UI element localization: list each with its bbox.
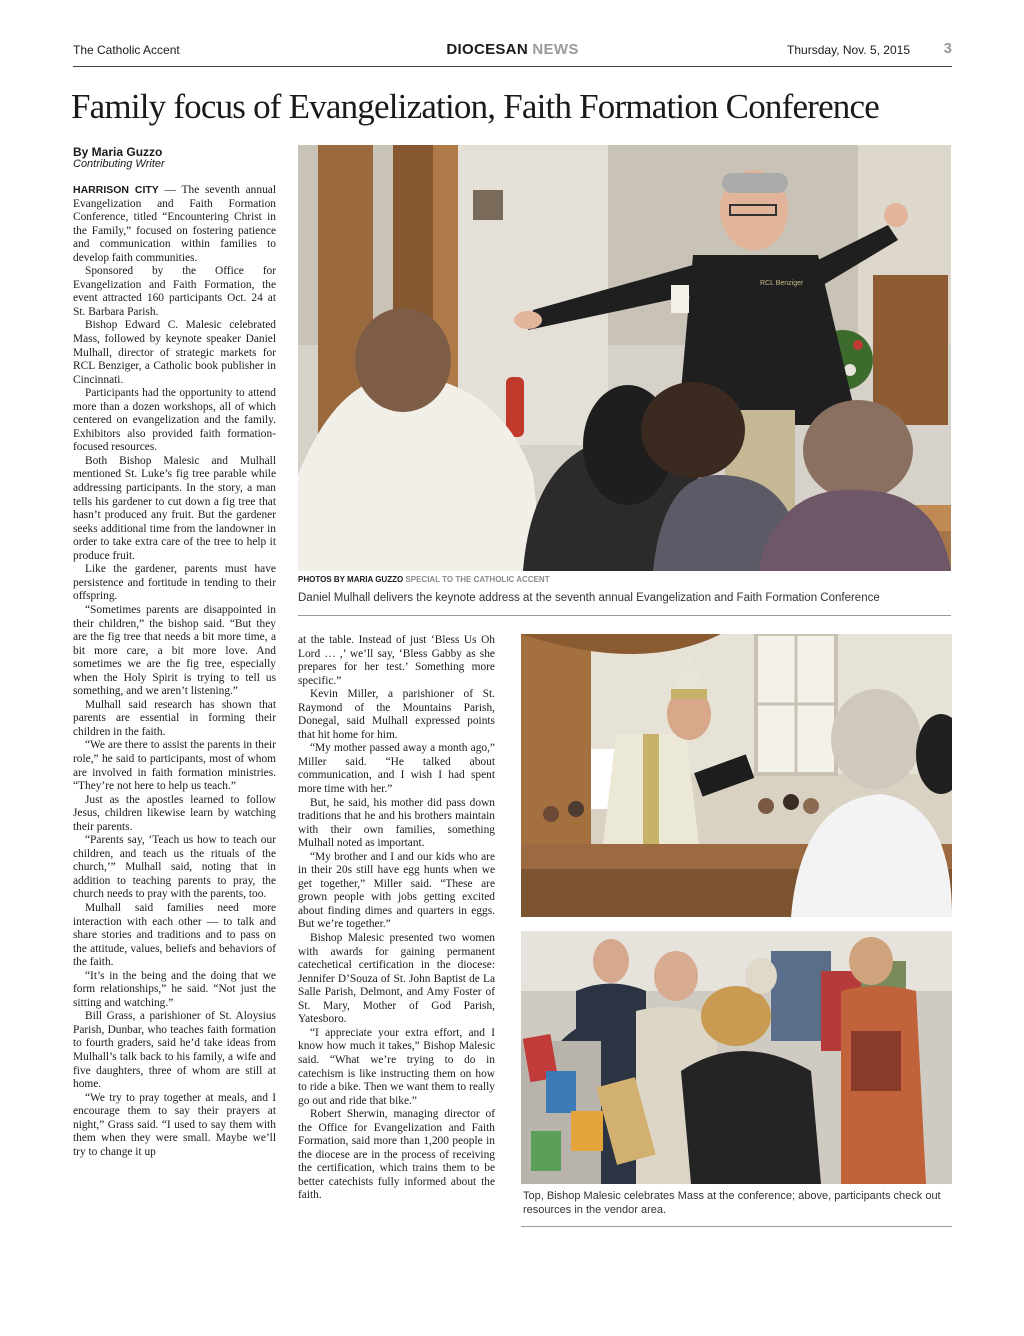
byline-role: Contributing Writer: [73, 158, 165, 170]
paragraph: Bishop Malesic presented two women with awards for gaining permanent catechetical certification in the diocese: Jennifer D’Souza of St. John Baptist de La Salle Parish, Delmont, and Amy Foster of St. Mary, Mother of God Parish, Yatesboro.: [298, 932, 495, 1026]
paragraph: Kevin Miller, a parishioner of St. Raymond of the Mountains Parish, Donegal, said Mulhall expressed points that hit home for him.: [298, 688, 495, 741]
article-headline: Family focus of Evangelization, Faith Formation Conference: [71, 87, 879, 126]
keynote-caption: Daniel Mulhall delivers the keynote address at the seventh annual Evangelization and Faith Formation Conference: [298, 592, 880, 604]
paragraph: “We try to pray together at meals, and I encourage them to say their prayers at night,” Grass said. “I used to say them with them when they were small. Maybe we’ll try to change it up: [73, 1091, 276, 1158]
paragraph: But, he said, his mother did pass down traditions that he and his brothers maintain with their own families, something Mulhall noted as important.: [298, 796, 495, 850]
paragraph: “My mother passed away a month ago,” Miller said. “He talked about communication, and I wish I had spent more time with her.”: [298, 742, 495, 796]
mass-photo: [521, 634, 952, 917]
paragraph: “I appreciate your extra effort, and I know how much it takes,” Bishop Malesic said. “What we’re trying to do in catechism is like instructing them on how to ride a bike. Then we want them to really go out and ride that bike.”: [298, 1026, 495, 1107]
page-header: [73, 40, 952, 67]
keynote-photo-illustration: [298, 145, 951, 571]
caption-divider: [298, 615, 951, 616]
secondary-caption-divider: [521, 1226, 952, 1227]
vendor-area-photo: [521, 931, 952, 1184]
photo-credit: [298, 575, 550, 584]
paragraph: Bishop Edward C. Malesic celebrated Mass, followed by keynote speaker Daniel Mulhall, director of strategic markets for RCL Benziger, a Catholic book publisher in Cincinnati.: [73, 319, 276, 386]
article-column-1: [73, 184, 276, 1159]
photo-credit-org: SPECIAL TO THE CATHOLIC ACCENT: [403, 575, 550, 584]
paragraph: at the table. Instead of just ‘Bless Us Oh Lord … ,’ we’ll say, ‘Bless Gabby as she prepares for her test.’ Something more specific.”: [298, 634, 495, 687]
lead-paragraph: [73, 184, 276, 265]
paragraph: “My brother and I and our kids who are in their 20s still have egg hunts when we get together,” Miller said. “These are grown people with jobs getting excited about finding dimes and quarters in eggs. But we’re together.”: [298, 850, 495, 931]
byline: By Maria Guzzo: [73, 145, 163, 159]
paragraph: Participants had the opportunity to attend more than a dozen workshops, all of which centered on evangelization and the family. Exhibitors also provided faith formation-focused resources.: [73, 387, 276, 454]
issue-date: Thursday, Nov. 5, 2015: [787, 43, 910, 57]
dateline: HARRISON CITY: [73, 184, 159, 196]
paragraph: “We are there to assist the parents in their role,” he said to participants, most of whom are involved in faith formation ministries. “They’re not here to help us teach.”: [73, 739, 276, 793]
secondary-caption: Top, Bishop Malesic celebrates Mass at the conference; above, participants check out resources in the vendor area.: [523, 1190, 941, 1216]
shirt-logo-text: RCL Benziger: [760, 280, 804, 287]
paragraph: Like the gardener, parents must have persistence and fortitude in tending to their offspring.: [73, 563, 276, 603]
paragraph: Robert Sherwin, managing director of the Office for Evangelization and Faith Formation, said more than 1,200 people in the diocese are in the process of receiving the certification, which trains them to be better catechists fully informed about the faith.: [298, 1108, 495, 1202]
page-number: 3: [943, 40, 952, 57]
paragraph: “Sometimes parents are disappointed in their children,” the bishop said. “But they are the fig tree that needs a bit more time, a bit more care, a bit more love. And sometimes we are the fig tree, especially when the Holy Spirit is trying to tell us something, and we aren’t listening.”: [73, 603, 276, 698]
paragraph: Mulhall said research has shown that parents are essential in forming their children in the faith.: [73, 698, 276, 738]
mass-photo-illustration: [521, 634, 952, 917]
vendor-area-photo-illustration: [521, 931, 952, 1184]
section-title-main: DIOCESAN: [446, 41, 528, 58]
lead-text: — The seventh annual Evangelization and Faith Formation Conference, titled “Encountering Christ in the Family,” focused on fostering patience and communication within families to develop faith communities.: [73, 184, 276, 264]
section-title-accent: NEWS: [532, 41, 579, 58]
publication-name: The Catholic Accent: [73, 43, 180, 57]
paragraph: Bill Grass, a parishioner of St. Aloysius Parish, Dunbar, who teaches faith formation to fourth graders, said he’d take ideas from Mulhall’s talk back to his family, a wife and five daughters, three of whom are still at home.: [73, 1010, 276, 1091]
photo-credit-name: PHOTOS BY MARIA GUZZO: [298, 575, 404, 584]
keynote-photo: [298, 145, 951, 571]
paragraph: Sponsored by the Office for Evangelization and Faith Formation, the event attracted 160 participants Oct. 24 at St. Barbara Parish.: [73, 265, 276, 318]
paragraph: “Parents say, ‘Teach us how to teach our children, and teach us the rituals of the church,’” Mulhall said, noting that in addition to teaching parents to pray, the church needs to pray with the parents, too.: [73, 834, 276, 901]
paragraph: Mulhall said families need more interaction with each other — to talk and share stories and traditions and to pass on the attitude, values, beliefs and behaviors of the faith.: [73, 901, 276, 969]
paragraph: Both Bishop Malesic and Mulhall mentioned St. Luke’s fig tree parable while addressing participants. In the story, a man tells his gardener to cut down a fig tree that hasn’t produced any fruit. But the gardener seeks additional time from the landowner in order to take extra care of the tree to help it produce fruit.: [73, 454, 276, 562]
article-column-2: [298, 634, 495, 1203]
paragraph: Just as the apostles learned to follow Jesus, children likewise learn by watching their parents.: [73, 793, 276, 833]
paragraph: “It’s in the being and the doing that we form relationships,” he said. “Not just the sitting and watching.”: [73, 969, 276, 1009]
